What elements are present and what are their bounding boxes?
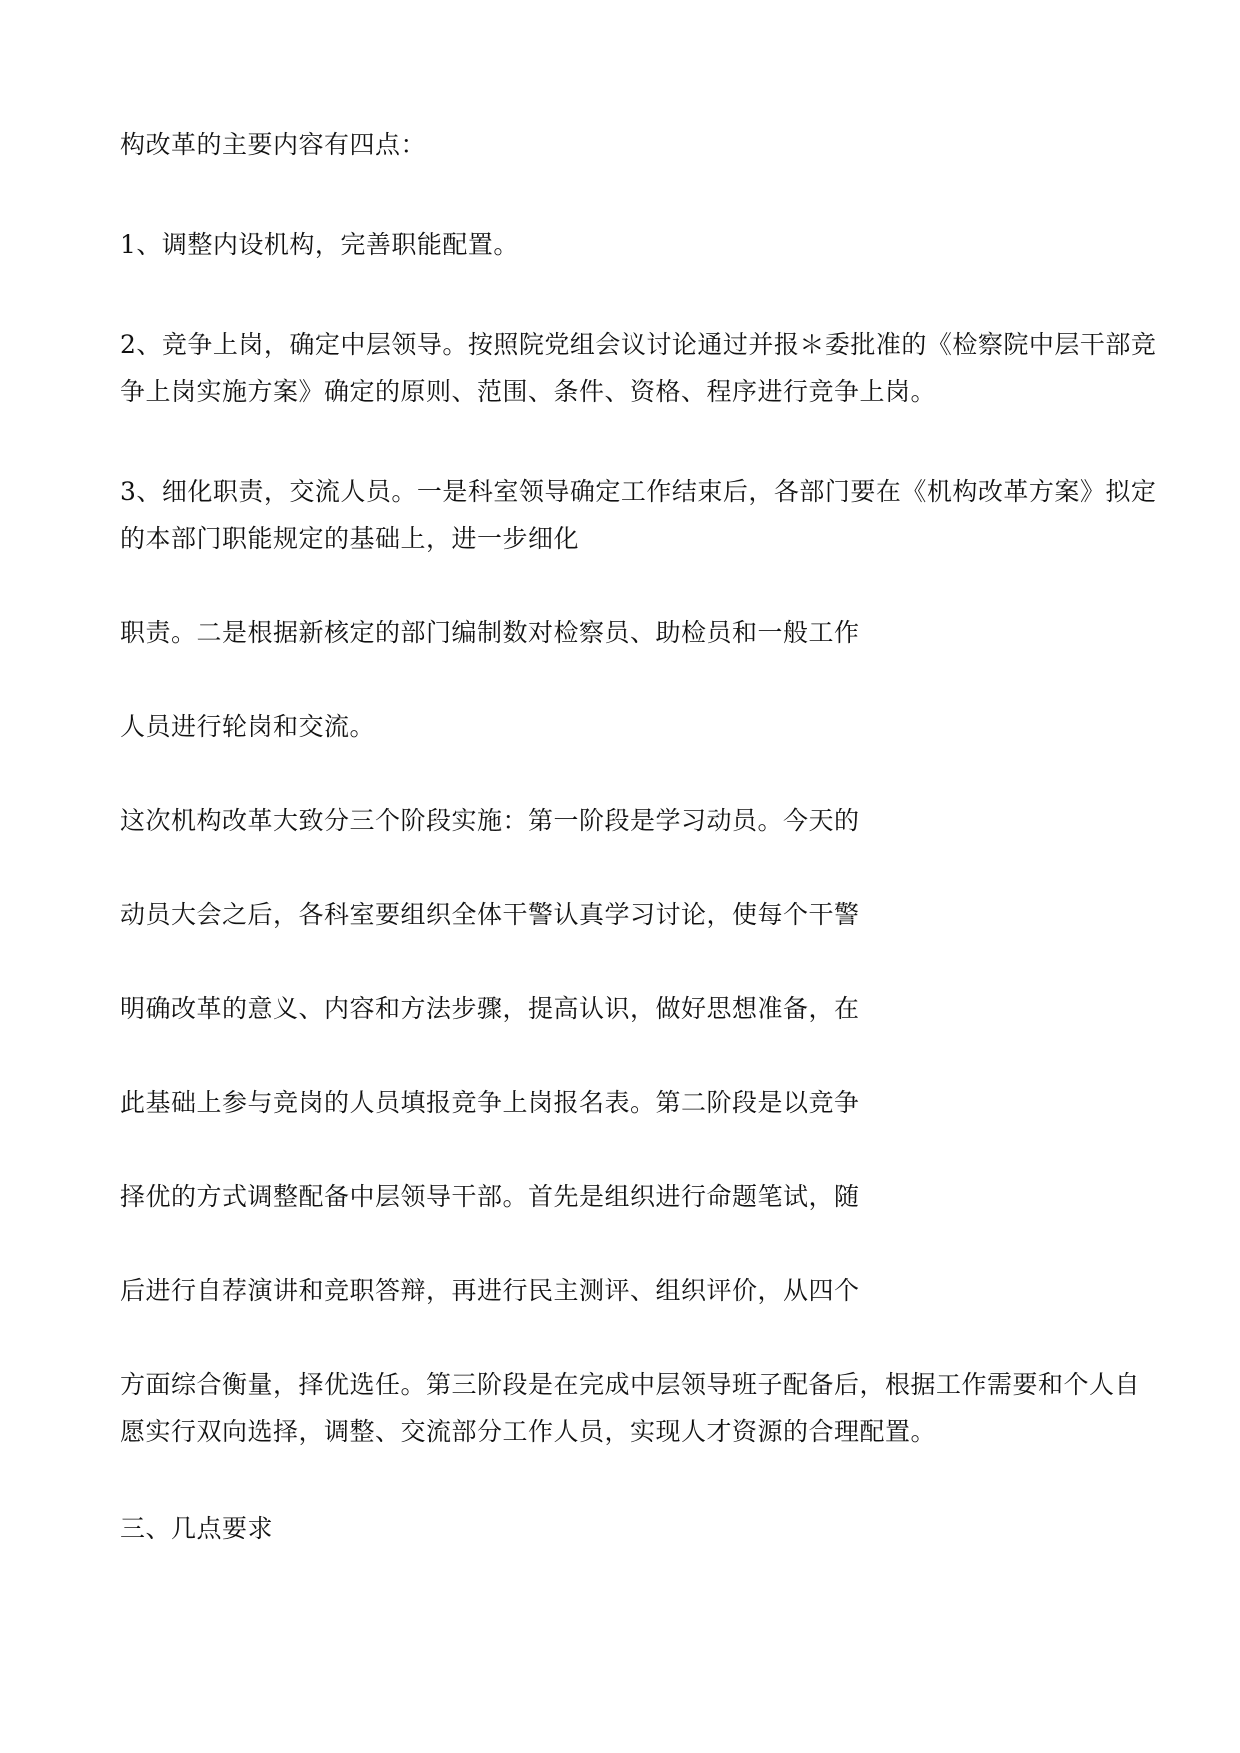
paragraph-stages-line-5: 择优的方式调整配备中层领导干部。首先是组织进行命题笔试，随 (120, 1182, 860, 1211)
list-item-1-line: 1、调整内设机构，完善职能配置。 (120, 230, 519, 259)
list-item-3-line-3: 职责。二是根据新核定的部门编制数对检察员、助检员和一般工作 (120, 618, 860, 647)
paragraph-stages-line-4: 此基础上参与竞岗的人员填报竞争上岗报名表。第二阶段是以竞争 (120, 1088, 860, 1117)
paragraph-stages-line-3: 明确改革的意义、内容和方法步骤，提高认识，做好思想准备，在 (120, 994, 860, 1023)
paragraph-intro-line: 构改革的主要内容有四点： (120, 130, 427, 159)
paragraph-stages-line-7: 方面综合衡量，择优选任。第三阶段是在完成中层领导班子配备后，根据工作需要和个人自 (120, 1370, 1141, 1399)
list-item-3-line-1: 3、细化职责，交流人员。一是科室领导确定工作结束后，各部门要在《机构改革方案》拟定 (120, 477, 1157, 506)
paragraph-stages-line-2: 动员大会之后，各科室要组织全体干警认真学习讨论，使每个干警 (120, 900, 860, 929)
list-item-3-line-4: 人员进行轮岗和交流。 (120, 712, 376, 741)
paragraph-stages-line-1: 这次机构改革大致分三个阶段实施：第一阶段是学习动员。今天的 (120, 806, 860, 835)
list-item-2-line-1: 2、竞争上岗，确定中层领导。按照院党组会议讨论通过并报＊委批准的《检察院中层干部竞 (120, 330, 1157, 359)
section-heading-requirements: 三、几点要求 (120, 1514, 274, 1543)
list-item-2-line-2: 争上岗实施方案》确定的原则、范围、条件、资格、程序进行竞争上岗。 (120, 377, 937, 406)
paragraph-stages-line-8: 愿实行双向选择，调整、交流部分工作人员，实现人才资源的合理配置。 (120, 1417, 937, 1446)
list-item-3-line-2: 的本部门职能规定的基础上，进一步细化 (120, 524, 580, 553)
paragraph-stages-line-6: 后进行自荐演讲和竞职答辩，再进行民主测评、组织评价，从四个 (120, 1276, 860, 1305)
